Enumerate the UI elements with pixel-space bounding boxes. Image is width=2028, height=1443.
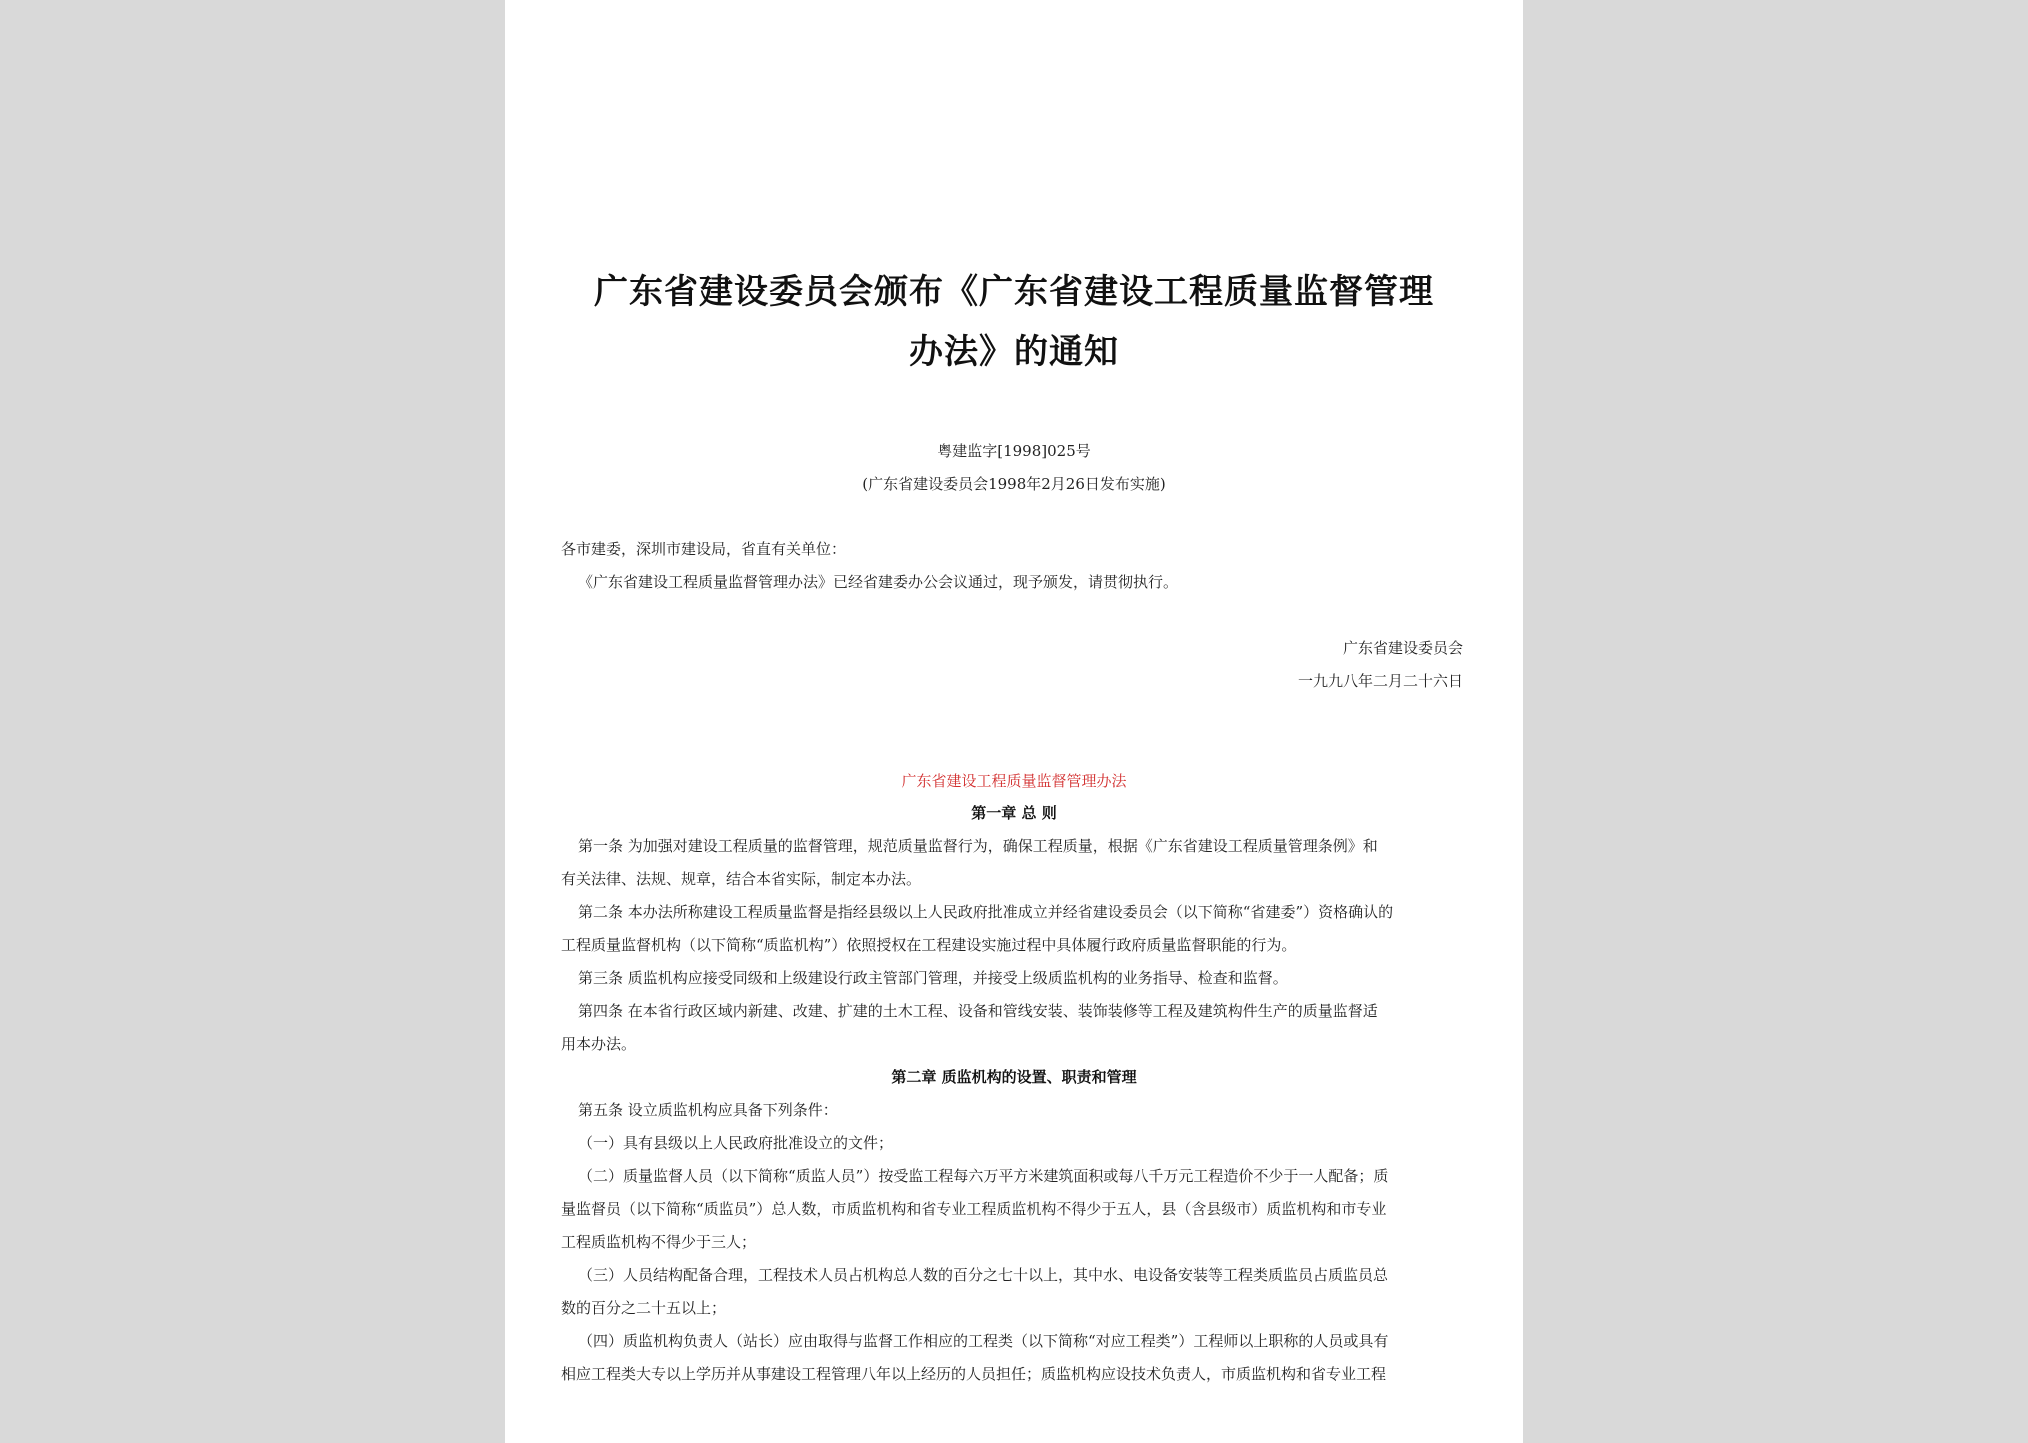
article-4-line-1: 第四条 在本省行政区域内新建、改建、扩建的土木工程、设备和管线安装、装饰装修等工程及建筑构件生产的质量监督适 [578, 1002, 1378, 1020]
article-4-line-2: 用本办法。 [561, 1035, 637, 1053]
document-title-line-2: 办法》的通知 [909, 332, 1119, 372]
issue-note: (广东省建设委员会1998年2月26日发布实施) [862, 475, 1166, 493]
item-3-line-1: （三）人员结构配备合理，工程技术人员占机构总人数的百分之七十以上，其中水、电设备安装等工程类质监员占质监员总 [578, 1266, 1389, 1284]
item-4-line-1: （四）质监机构负责人（站长）应由取得与监督工作相应的工程类（以下简称“对应工程类”）工程师以上职称的人员或具有 [578, 1332, 1389, 1350]
article-2-line-2: 工程质量监督机构（以下简称“质监机构”）依照授权在工程建设实施过程中具体履行政府质量监督职能的行为。 [561, 936, 1297, 954]
document-number: 粤建监字[1998]025号 [937, 442, 1091, 460]
signature-date: 一九九八年二月二十六日 [1297, 672, 1463, 690]
article-1-line-1: 第一条 为加强对建设工程质量的监督管理，规范质量监督行为，确保工程质量，根据《广东省建设工程质量管理条例》和 [578, 837, 1378, 855]
article-1-line-2: 有关法律、法规、规章，结合本省实际，制定本办法。 [561, 870, 922, 888]
article-3-line-1: 第三条 质监机构应接受同级和上级建设行政主管部门管理，并接受上级质监机构的业务指导、检查和监督。 [578, 969, 1288, 987]
item-3-line-2: 数的百分之二十五以上； [561, 1299, 727, 1317]
document-title-line-1: 广东省建设委员会颁布《广东省建设工程质量监督管理 [594, 272, 1434, 312]
addressee: 各市建委，深圳市建设局，省直有关单位： [561, 540, 847, 558]
intro-paragraph: 《广东省建设工程质量监督管理办法》已经省建委办公会议通过，现予颁发，请贯彻执行。 [578, 573, 1179, 591]
item-2-line-1: （二）质量监督人员（以下简称“质监人员”）按受监工程每六万平方米建筑面积或每八千万元工程造价不少于一人配备；质 [578, 1167, 1389, 1185]
item-2-line-2: 量监督员（以下简称“质监员”）总人数，市质监机构和省专业工程质监机构不得少于五人，县（含县级市）质监机构和市专业 [561, 1200, 1387, 1218]
document-title [545, 262, 1483, 382]
signature-organization: 广东省建设委员会 [1342, 639, 1463, 657]
item-2-line-3: 工程质监机构不得少于三人； [561, 1233, 757, 1251]
item-4-line-2: 相应工程类大专以上学历并从事建设工程管理八年以上经历的人员担任；质监机构应设技术负责人，市质监机构和省专业工程 [561, 1365, 1387, 1383]
regulation-title: 广东省建设工程质量监督管理办法 [901, 772, 1127, 790]
chapter-1-heading: 第一章 总 则 [971, 804, 1057, 822]
article-5-line-1: 第五条 设立质监机构应具备下列条件： [578, 1101, 838, 1119]
article-2-line-1: 第二条 本办法所称建设工程质量监督是指经县级以上人民政府批准成立并经省建设委员会（以下简称“省建委”）资格确认的 [578, 903, 1394, 921]
chapter-2-heading: 第二章 质监机构的设置、职责和管理 [891, 1068, 1137, 1086]
item-1-line-1: （一）具有县级以上人民政府批准设立的文件； [578, 1134, 894, 1152]
document-page [505, 0, 1523, 1443]
